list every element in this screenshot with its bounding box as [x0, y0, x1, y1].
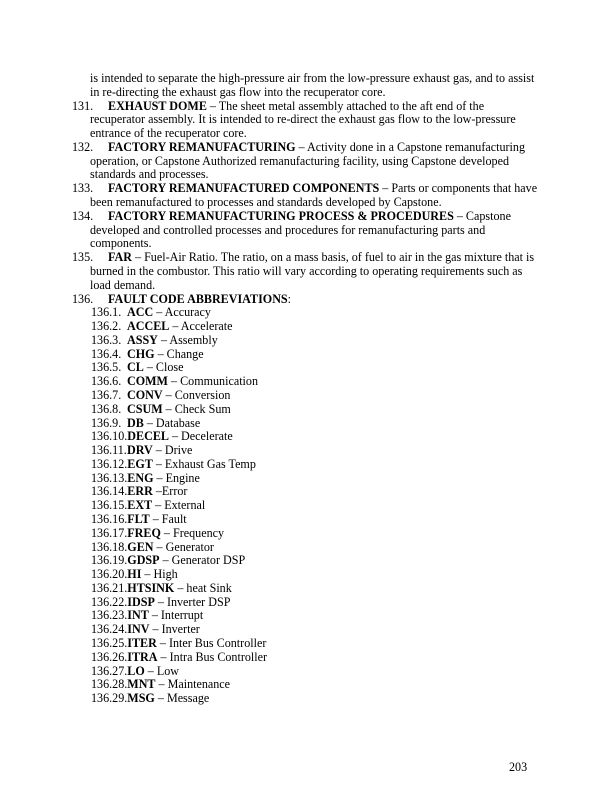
- abbreviation-meaning: Inverter DSP: [166, 594, 231, 609]
- abbreviation-meaning: Intra Bus Controller: [169, 649, 268, 664]
- fault-code-abbreviation-list: [72, 306, 542, 706]
- item-term: FAULT CODE ABBREVIATIONS: [108, 291, 288, 306]
- item-definition: Activity done in a Capstone remanufacturing operation, or Capstone Authorized remanufacturing facility, using Capstone developed standards and processes.: [90, 139, 525, 182]
- document-body: [72, 72, 542, 706]
- abbreviation-number: 136.23.: [91, 608, 128, 623]
- abbreviation-number: 136.7.: [91, 387, 122, 402]
- abbreviation-number: 136.5.: [91, 360, 122, 375]
- abbreviation-code: CONV: [127, 387, 163, 402]
- item-definition: Capstone developed and controlled processes and procedures for remanufacturing parts and components.: [90, 208, 511, 251]
- abbreviation-item: [72, 596, 542, 610]
- glossary-list: [72, 100, 542, 307]
- abbreviation-code: DB: [127, 415, 144, 430]
- abbreviation-code: LO: [127, 663, 145, 678]
- abbreviation-separator: –: [143, 360, 156, 375]
- abbreviation-code: EXT: [127, 498, 153, 513]
- abbreviation-item: [72, 665, 542, 679]
- abbreviation-separator: –: [143, 415, 156, 430]
- abbreviation-number: 136.8.: [91, 401, 122, 416]
- abbreviation-number: 136.6.: [91, 374, 122, 389]
- glossary-item: [72, 293, 542, 307]
- abbreviation-code: IDSP: [127, 594, 155, 609]
- abbreviation-item: [72, 499, 542, 513]
- abbreviation-code: MNT: [127, 677, 156, 692]
- abbreviation-meaning: Decelerate: [181, 429, 233, 444]
- abbreviation-meaning: Message: [166, 691, 210, 706]
- abbreviation-separator: –: [154, 346, 167, 361]
- item-separator: –: [453, 208, 466, 223]
- abbreviation-meaning: Accelerate: [180, 319, 233, 334]
- abbreviation-number: 136.24.: [91, 622, 128, 637]
- abbreviation-code: MSG: [127, 691, 155, 706]
- item-definition: Fuel-Air Ratio. The ratio, on a mass basis, of fuel to air in the gas mixture that is burned in the combustor. This ratio will vary according to operating requirements such as load demand.: [90, 250, 535, 292]
- abbreviation-separator: –: [160, 525, 173, 540]
- abbreviation-separator: –: [157, 649, 170, 664]
- abbreviation-code: CHG: [127, 346, 155, 361]
- abbreviation-meaning: Generator DSP: [171, 553, 246, 568]
- abbreviation-number: 136.27.: [91, 663, 128, 678]
- abbreviation-number: 136.15.: [91, 498, 128, 513]
- abbreviation-meaning: Database: [155, 415, 201, 430]
- abbreviation-separator: –: [154, 691, 167, 706]
- abbreviation-meaning: Low: [156, 663, 180, 678]
- abbreviation-number: 136.21.: [91, 580, 128, 595]
- abbreviation-code: ITER: [127, 636, 157, 651]
- abbreviation-item: [72, 403, 542, 417]
- abbreviation-number: 136.25.: [91, 636, 128, 651]
- abbreviation-number: 136.14.: [91, 484, 128, 499]
- abbreviation-meaning: heat Sink: [186, 580, 232, 595]
- continued-paragraph: is intended to separate the high-pressure air from the low-pressure exhaust gas, and to assist in re-directing the exhaust gas flow into the recuperator core.: [90, 71, 535, 99]
- glossary-item: [72, 210, 542, 251]
- item-definition: The sheet metal assembly attached to the aft end of the recuperator assembly. It is intended to re-direct the exhaust gas flow to the low-pressure entrance of the recuperator core.: [90, 98, 516, 141]
- abbreviation-separator: –: [153, 539, 166, 554]
- abbreviation-item: [72, 568, 542, 582]
- abbreviation-separator: –: [152, 498, 165, 513]
- item-separator: –: [131, 250, 145, 265]
- abbreviation-number: 136.11.: [91, 443, 127, 458]
- abbreviation-code: ENG: [127, 470, 154, 485]
- abbreviation-meaning: Generator: [165, 539, 214, 554]
- glossary-item: [72, 100, 542, 141]
- abbreviation-code: FREQ: [127, 525, 161, 540]
- abbreviation-item: [72, 348, 542, 362]
- abbreviation-item: [72, 623, 542, 637]
- glossary-item: [72, 141, 542, 182]
- abbreviation-code: CSUM: [127, 401, 163, 416]
- abbreviation-item: [72, 389, 542, 403]
- abbreviation-meaning: Conversion: [174, 387, 231, 402]
- abbreviation-code: HI: [127, 567, 142, 582]
- abbreviation-item: [72, 375, 542, 389]
- abbreviation-meaning: Drive: [164, 443, 193, 458]
- abbreviation-separator: –: [155, 677, 168, 692]
- abbreviation-code: HTSINK: [127, 580, 175, 595]
- abbreviation-code: ACC: [127, 305, 154, 320]
- abbreviation-separator: –: [148, 608, 161, 623]
- abbreviation-item: [72, 444, 542, 458]
- glossary-item: [72, 251, 542, 292]
- abbreviation-number: 136.2.: [91, 319, 122, 334]
- abbreviation-meaning: Check Sum: [174, 401, 231, 416]
- abbreviation-number: 136.13.: [91, 470, 128, 485]
- abbreviation-item: [72, 361, 542, 375]
- glossary-item: [72, 182, 542, 210]
- abbreviation-meaning: Change: [166, 346, 204, 361]
- abbreviation-number: 136.1.: [91, 305, 122, 320]
- abbreviation-item: [72, 430, 542, 444]
- abbreviation-number: 136.26.: [91, 649, 128, 664]
- item-term: FAR: [108, 250, 132, 265]
- abbreviation-separator: –: [152, 456, 165, 471]
- abbreviation-meaning: Frequency: [172, 525, 225, 540]
- item-term: FACTORY REMANUFACTURING PROCESS & PROCEDURES: [108, 208, 454, 223]
- abbreviation-meaning: Inter Bus Controller: [168, 636, 267, 651]
- abbreviation-number: 136.22.: [91, 594, 128, 609]
- abbreviation-code: ASSY: [127, 332, 158, 347]
- item-separator: :: [287, 291, 292, 306]
- abbreviation-item: [72, 609, 542, 623]
- abbreviation-separator: –: [162, 387, 175, 402]
- item-term: EXHAUST DOME: [108, 98, 207, 113]
- abbreviation-number: 136.29.: [91, 691, 128, 706]
- abbreviation-number: 136.10.: [91, 429, 128, 444]
- abbreviation-meaning: Assembly: [169, 332, 218, 347]
- abbreviation-item: [72, 678, 542, 692]
- abbreviation-code: INV: [127, 622, 150, 637]
- abbreviation-code: INT: [127, 608, 149, 623]
- item-number: 135.: [72, 250, 94, 265]
- abbreviation-meaning: Fault: [161, 512, 187, 526]
- abbreviation-separator: –: [154, 594, 167, 609]
- abbreviation-separator: –: [168, 429, 182, 444]
- abbreviation-item: [72, 582, 542, 596]
- item-separator: –: [295, 139, 308, 154]
- abbreviation-meaning: Accuracy: [164, 305, 211, 320]
- abbreviation-separator: –: [167, 374, 181, 389]
- abbreviation-number: 136.16.: [91, 512, 128, 526]
- abbreviation-item: [72, 651, 542, 665]
- abbreviation-number: 136.4.: [91, 346, 122, 361]
- abbreviation-item: [72, 306, 542, 320]
- abbreviation-number: 136.17.: [91, 525, 128, 540]
- abbreviation-separator: –: [144, 663, 157, 678]
- abbreviation-item: [72, 485, 542, 499]
- abbreviation-number: 136.28.: [91, 677, 128, 692]
- abbreviation-code: EGT: [127, 456, 153, 471]
- abbreviation-code: GDSP: [127, 553, 160, 568]
- abbreviation-number: 136.20.: [91, 567, 128, 582]
- abbreviation-code: ACCEL: [127, 319, 170, 334]
- abbreviation-meaning: Close: [155, 360, 184, 375]
- abbreviation-code: DRV: [127, 443, 153, 458]
- abbreviation-separator: –: [174, 580, 187, 595]
- abbreviation-code: CL: [127, 360, 144, 375]
- abbreviation-separator: –: [152, 484, 162, 499]
- abbreviation-separator: –: [159, 553, 172, 568]
- item-number: 133.: [72, 181, 94, 196]
- item-term: FACTORY REMANUFACTURING: [108, 139, 296, 154]
- abbreviation-item: [72, 527, 542, 541]
- abbreviation-separator: –: [156, 636, 169, 651]
- item-term: FACTORY REMANUFACTURED COMPONENTS: [108, 181, 380, 196]
- abbreviation-item: [72, 692, 542, 706]
- abbreviation-item: [72, 320, 542, 334]
- abbreviation-meaning: Communication: [180, 374, 259, 389]
- abbreviation-separator: –: [141, 567, 154, 582]
- abbreviation-number: 136.19.: [91, 553, 128, 568]
- abbreviation-separator: –: [153, 305, 165, 320]
- abbreviation-meaning: Engine: [165, 470, 200, 485]
- abbreviation-separator: –: [152, 443, 165, 458]
- item-number: 136.: [72, 291, 94, 306]
- item-number: 134.: [72, 208, 94, 223]
- abbreviation-item: [72, 513, 542, 527]
- item-number: 131.: [72, 98, 94, 113]
- abbreviation-meaning: Exhaust Gas Temp: [164, 456, 256, 471]
- item-separator: –: [206, 98, 219, 113]
- abbreviation-item: [72, 334, 542, 348]
- abbreviation-separator: –: [162, 401, 175, 416]
- abbreviation-item: [72, 541, 542, 555]
- abbreviation-code: ERR: [127, 484, 153, 499]
- abbreviation-separator: –: [153, 470, 166, 485]
- abbreviation-separator: –: [149, 622, 162, 637]
- abbreviation-meaning: Inverter: [161, 622, 200, 637]
- abbreviation-number: 136.18.: [91, 539, 128, 554]
- abbreviation-meaning: External: [164, 498, 206, 513]
- abbreviation-number: 136.9.: [91, 415, 122, 430]
- abbreviation-code: GEN: [127, 539, 154, 554]
- abbreviation-meaning: High: [153, 567, 178, 582]
- abbreviation-item: [72, 637, 542, 651]
- abbreviation-separator: –: [169, 319, 181, 334]
- abbreviation-item: [72, 472, 542, 486]
- item-number: 132.: [72, 139, 94, 154]
- abbreviation-code: DECEL: [127, 429, 169, 444]
- item-definition: Parts or components that have been remanufactured to processes and standards developed by Capstone.: [90, 181, 538, 210]
- abbreviation-code: ITRA: [127, 649, 158, 664]
- abbreviation-number: 136.3.: [91, 332, 122, 347]
- abbreviation-code: COMM: [127, 374, 168, 389]
- abbreviation-meaning: Maintenance: [167, 677, 231, 692]
- abbreviation-item: [72, 458, 542, 472]
- abbreviation-separator: –: [149, 512, 162, 526]
- abbreviation-number: 136.12.: [91, 456, 128, 471]
- abbreviation-meaning: Interrupt: [160, 608, 204, 623]
- abbreviation-item: [72, 417, 542, 431]
- page-number: 203: [509, 760, 528, 774]
- abbreviation-code: FLT: [127, 512, 150, 526]
- abbreviation-separator: –: [157, 332, 170, 347]
- abbreviation-item: [72, 554, 542, 568]
- abbreviation-meaning: Error: [161, 484, 188, 499]
- item-separator: –: [379, 181, 392, 196]
